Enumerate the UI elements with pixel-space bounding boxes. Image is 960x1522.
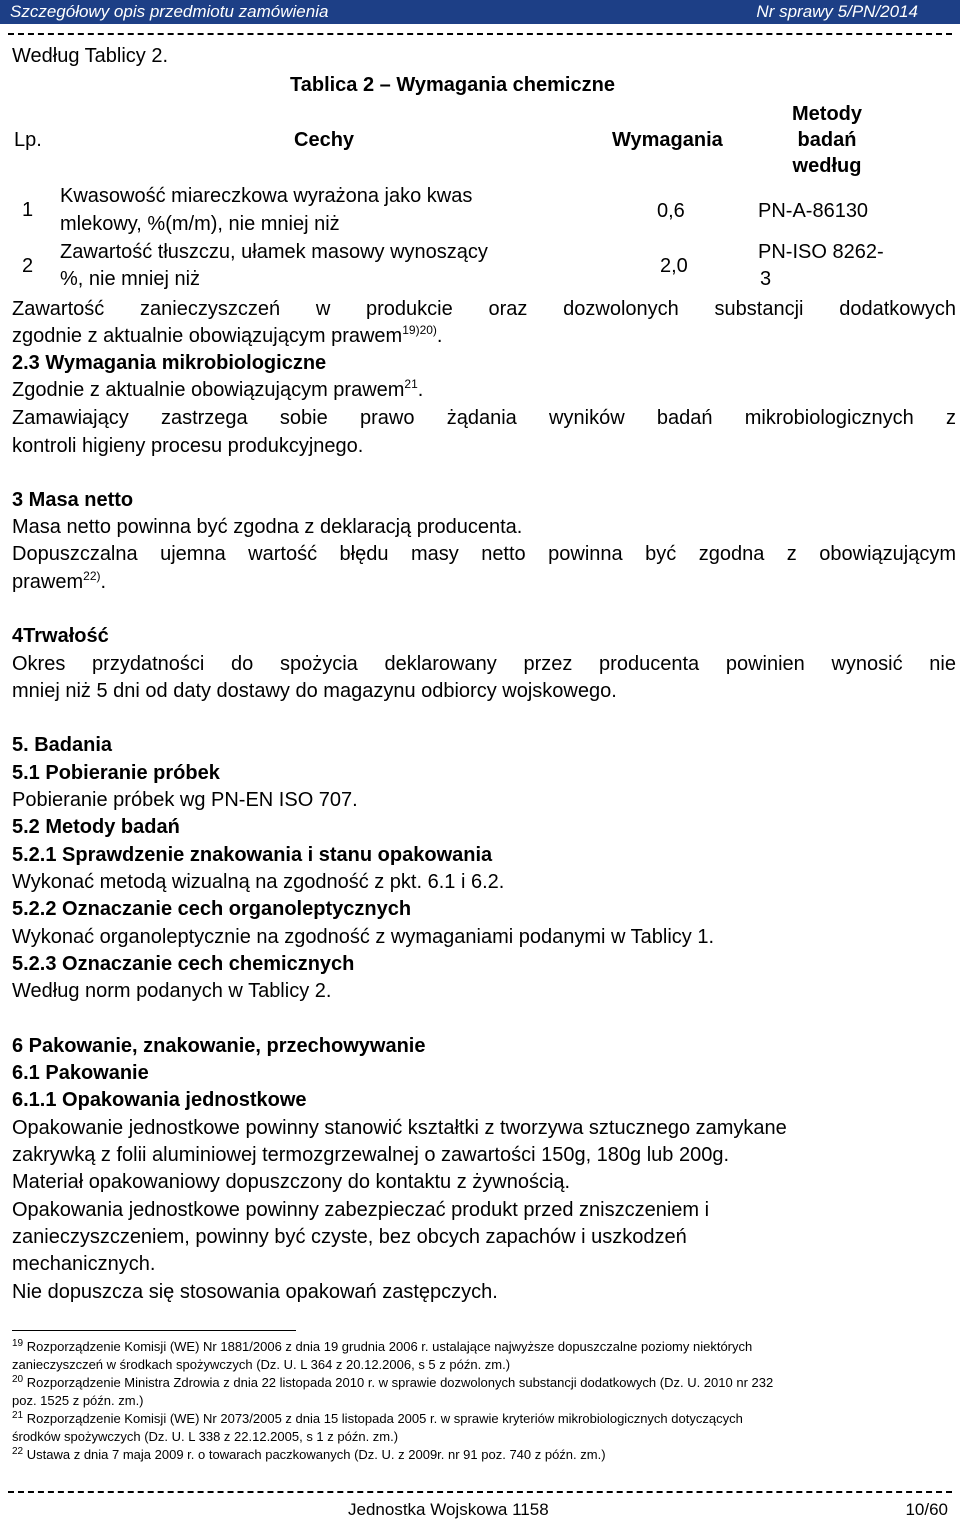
section-6-1-1-line-6: mechanicznych. [12,1253,156,1275]
section-5-2-2-title: 5.2.2 Oznaczanie cech organoleptycznych [12,898,412,920]
section-3-line-2: Dopuszczalna ujemna wartość błędu masy netto powinna być zgodna z obowiązującym [12,543,956,565]
footnote-19-number: 19 [12,1338,24,1349]
table-title: Tablica 2 – Wymagania chemiczne [290,74,615,96]
table-row-1-lp: 1 [22,199,34,221]
footnote-22-number: 22 [12,1446,24,1457]
section-3-title: 3 Masa netto [12,489,134,511]
table-header-metody-l1: Metody [792,103,862,125]
footnote-20 [12,1375,956,1409]
footnote-19-text-2: zanieczyszczeń w środkach spożywczych (Dz. U. L 364 z 20.12.2006, s 5 z późn. zm.) [12,1357,511,1372]
table-row-2-cecha-l2: %, nie mniej niż [60,268,201,290]
section-2-3-title: 2.3 Wymagania mikrobiologiczne [12,352,327,374]
section-5-2-1-line-1: Wykonać metodą wizualną na zgodność z pkt. 6.1 i 6.2. [12,871,505,893]
section-3-line-3: prawem$^{22)}$. [12,569,107,593]
table-header-lp: Lp. [14,129,42,151]
section-6-1-title: 6.1 Pakowanie [12,1062,149,1084]
footnote-19-line-1 [12,1339,956,1357]
section-6-1-1-line-4: Opakowania jednostkowe powinny zabezpieczać produkt przed zniszczeniem i [12,1199,710,1221]
section-4-title: 4Trwałość [12,625,109,647]
table-row-2-lp: 2 [22,255,34,277]
table-row-2-cecha-l1: Zawartość tłuszczu, ułamek masowy wynoszący [60,241,488,263]
footnote-21-line-1 [12,1411,956,1429]
footnote-separator [12,1330,296,1331]
contaminants-line-2: zgodnie z aktualnie obowiązującym prawem$^{19)20)}$. [12,323,443,347]
footnote-20-text-2: poz. 1525 z późn. zm.) [12,1393,144,1408]
footnote-19-text-1: Rozporządzenie Komisji (WE) Nr 1881/2006 z dnia 19 grudnia 2006 r. ustalające najwyższe dopuszczalne poziomy niektórych [26,1339,753,1354]
table-header-wymagania: Wymagania [612,129,723,151]
section-6-1-1-line-2: zakrywką z folii aluminiowej termozgrzewalnej o zawartości 150g, 180g lub 200g. [12,1144,730,1166]
section-4-line-2: mniej niż 5 dni od daty dostawy do magazynu odbiorcy wojskowego. [12,680,617,702]
footer-page-number: 10/60 [905,1500,948,1519]
section-4-line-1: Okres przydatności do spożycia deklarowany przez producenta powinien wynosić nie [12,653,956,675]
section-2-3-line-1: Zgodnie z aktualnie obowiązującym prawem$^{21}$. [12,377,424,401]
section-5-1-title: 5.1 Pobieranie próbek [12,762,220,784]
table-header-cechy: Cechy [294,129,355,151]
section-5-1-line-1: Pobieranie próbek wg PN-EN ISO 707. [12,789,358,811]
footnote-20-line-1 [12,1375,956,1393]
footnote-21-number: 21 [12,1410,24,1421]
section-6-1-1-line-7: Nie dopuszcza się stosowania opakowań zastępczych. [12,1281,498,1303]
table-row-1-wymagania: 0,6 [657,200,685,222]
section-5-2-3-line-1: Według norm podanych w Tablicy 2. [12,980,332,1002]
footnote-ref-19-20: 19)20) [402,323,437,337]
footnote-21 [12,1411,956,1445]
footnote-22-text-1: Ustawa z dnia 7 maja 2009 r. o towarach paczkowanych (Dz. U. z 2009r. nr 91 poz. 740 z późn. zm.) [26,1447,606,1462]
footnote-19 [12,1339,956,1373]
footnote-ref-21: 21 [404,377,418,391]
footnote-21-text-2: środków spożywczych (Dz. U. L 338 z 22.12.2005, s 1 z późn. zm.) [12,1429,399,1444]
section-6-title: 6 Pakowanie, znakowanie, przechowywanie [12,1035,426,1057]
section-5-title: 5. Badania [12,734,113,756]
footer-divider [8,1491,952,1493]
section-3-line-1: Masa netto powinna być zgodna z deklaracją producenta. [12,516,523,538]
footnote-22-line-1 [12,1447,956,1465]
table-header-metody-l2: badań [797,129,857,151]
footnote-ref-22: 22) [83,569,101,583]
table-header-metody-l3: według [792,155,862,177]
table-header-metody [760,102,894,178]
section-2-3-text: Zgodnie z aktualnie obowiązującym prawem [12,379,405,401]
contaminants-line-1: Zawartość zanieczyszczeń w produkcie oraz dozwolonych substancji dodatkowych [12,298,956,320]
section-6-1-1-line-3: Materiał opakowaniowy dopuszczony do kontaktu z żywnością. [12,1171,571,1193]
footer-unit: Jednostka Wojskowa 1158 [348,1500,549,1519]
table-row-2-metoda-l2: 3 [760,268,772,290]
section-6-1-1-line-5: zanieczyszczeniem, powinny być czyste, bez obcych zapachów i uszkodzeń [12,1226,687,1248]
header-title: Szczegółowy opis przedmiotu zamówienia [10,2,329,21]
intro-text: Według Tablicy 2. [12,45,169,67]
table-row-1-metoda: PN-A-86130 [758,200,869,222]
table-row-1-cecha-l1: Kwasowość miareczkowa wyrażona jako kwas [60,185,473,207]
section-2-3-line-3: kontroli higieny procesu produkcyjnego. [12,435,364,457]
table-row-2-wymagania: 2,0 [660,255,688,277]
footnote-20-number: 20 [12,1374,24,1385]
section-2-3-line-2: Zamawiający zastrzega sobie prawo żądania wyników badań mikrobiologicznych z [12,407,956,429]
page-header [0,0,960,24]
section-6-1-1-line-1: Opakowanie jednostkowe powinny stanowić kształtki z tworzywa sztucznego zamykane [12,1117,787,1139]
footnote-21-text-1: Rozporządzenie Komisji (WE) Nr 2073/2005 z dnia 15 listopada 2005 r. w sprawie kryteriów mikrobiologicznych dotyczących [26,1411,743,1426]
section-5-2-1-title: 5.2.1 Sprawdzenie znakowania i stanu opakowania [12,844,493,866]
table-row-2-metoda-l1: PN-ISO 8262- [758,241,884,263]
header-case-number: Nr sprawy 5/PN/2014 [756,2,918,21]
table-row-1-cecha-l2: mlekowy, %(m/m), nie mniej niż [60,213,340,235]
header-divider [8,33,952,35]
section-6-1-1-title: 6.1.1 Opakowania jednostkowe [12,1089,307,1111]
section-5-2-3-title: 5.2.3 Oznaczanie cech chemicznych [12,953,355,975]
section-5-2-2-line-1: Wykonać organoleptycznie na zgodność z wymaganiami podanymi w Tablicy 1. [12,926,715,948]
footnote-22 [12,1447,956,1465]
contaminants-text: zgodnie z aktualnie obowiązującym prawem [12,325,403,347]
section-3-text: prawem [12,571,84,593]
section-5-2-title: 5.2 Metody badań [12,816,180,838]
footnote-20-text-1: Rozporządzenie Ministra Zdrowia z dnia 22 listopada 2010 r. w sprawie dozwolonych substancji dodatkowych (Dz. U. 2010 nr 232 [26,1375,774,1390]
